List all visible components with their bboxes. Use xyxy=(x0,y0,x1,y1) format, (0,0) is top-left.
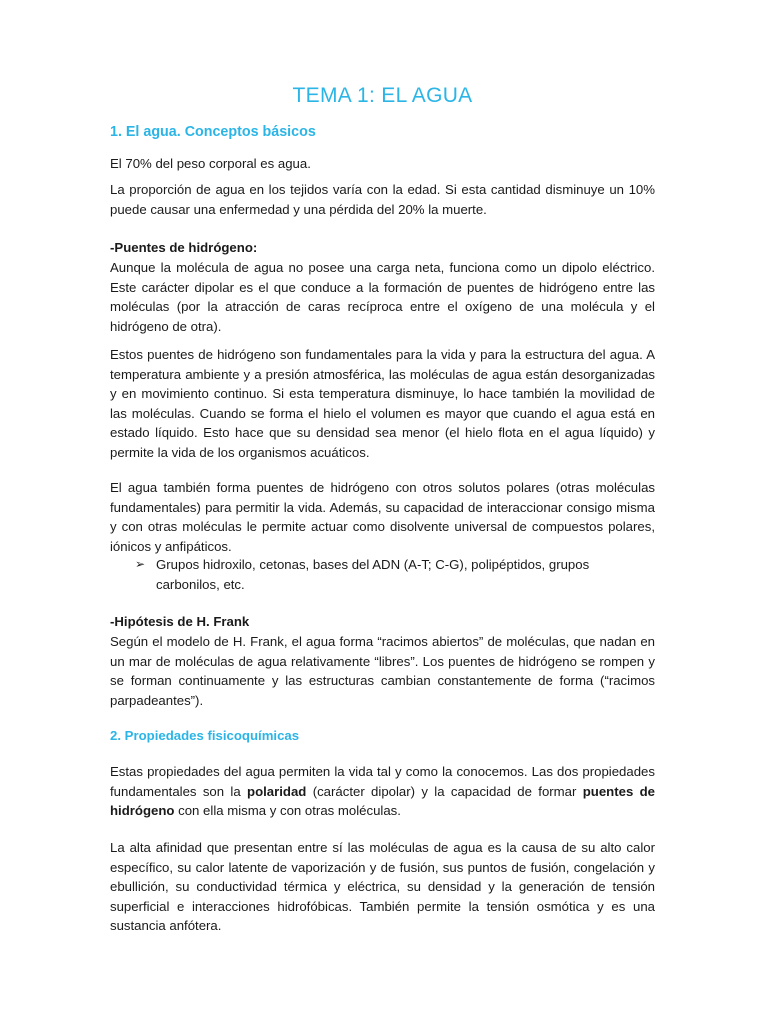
section-heading-1: 1. El agua. Conceptos básicos xyxy=(110,124,316,140)
subheading-puentes: -Puentes de hidrógeno: xyxy=(110,240,258,255)
paragraph: La proporción de agua en los tejidos varía con la edad. Si esta cantidad disminuye un 10% puede causar una enfermedad y una pérdida del 20% la muerte. xyxy=(110,182,655,217)
paragraph: Aunque la molécula de agua no posee una carga neta, funciona como un dipolo eléctrico. Este carácter dipolar es el que conduce a la formación de puentes de hidrógeno entre las moléculas (por la atracción de caras recíproca entre el oxígeno de una molécula y el hidrógeno de otra). xyxy=(110,260,655,334)
text-run: Estas propiedades del agua permiten la vida tal y como la conocemos. Las dos propiedades fundamentales son la xyxy=(110,764,655,799)
paragraph: Estos puentes de hidrógeno son fundamentales para la vida y para la estructura del agua. A temperatura ambiente y a presión atmosférica, las moléculas de agua están desorganizadas y en movimiento continuo. Si esta temperatura disminuye, lo hace también la movilidad de las moléculas. Cuando se forma el hielo el volumen es mayor que cuando el agua está en estado líquido. Esto hace que su densidad sea menor (el hielo flota en el agua líquido) y permite la vida de los organismos acuáticos. xyxy=(110,347,655,460)
paragraph: El 70% del peso corporal es agua. xyxy=(110,156,311,171)
paragraph: El agua también forma puentes de hidrógeno con otros solutos polares (otras moléculas fundamentales) para permitir la vida. Además, su capacidad de interaccionar consigo misma y con otras moléculas le permite actuar como disolvente universal de compuestos polares, iónicos y anfipáticos. xyxy=(110,480,655,554)
text-run: con ella misma y con otras moléculas. xyxy=(174,803,401,818)
paragraph xyxy=(110,762,655,821)
list-item-text: Grupos hidroxilo, cetonas, bases del ADN (A-T; C-G), polipéptidos, grupos carbonilos, etc. xyxy=(156,557,590,592)
list-item xyxy=(110,555,655,595)
bold-term-puentes: puentes de hidrógeno xyxy=(110,783,655,818)
arrowhead-bullet-icon: ➢ xyxy=(135,557,146,571)
section-heading-2: 2. Propiedades fisicoquímicas xyxy=(110,728,300,743)
document-title: TEMA 1: EL AGUA xyxy=(292,84,473,107)
text-run: (carácter dipolar) y la capacidad de formar xyxy=(306,783,583,799)
paragraph: La alta afinidad que presentan entre sí las moléculas de agua es la causa de su alto calor específico, su calor latente de vaporización y de fusión, sus puntos de fusión, congelación y ebullición, su conductividad térmica y eléctrica, su densidad y la generación de tensión superficial e interacciones hidrofóbicas. También permite la tensión osmótica y es una sustancia anfótera. xyxy=(110,840,655,933)
paragraph: Según el modelo de H. Frank, el agua forma “racimos abiertos” de moléculas, que nadan en un mar de moléculas de agua relativamente “libres”. Los puentes de hidrógeno se rompen y se forman continuamente y las estructuras cambian constantemente de forma (“racimos parpadeantes”). xyxy=(110,634,655,708)
subheading-frank: -Hipótesis de H. Frank xyxy=(110,614,250,629)
bold-term-polaridad: polaridad xyxy=(247,783,307,799)
